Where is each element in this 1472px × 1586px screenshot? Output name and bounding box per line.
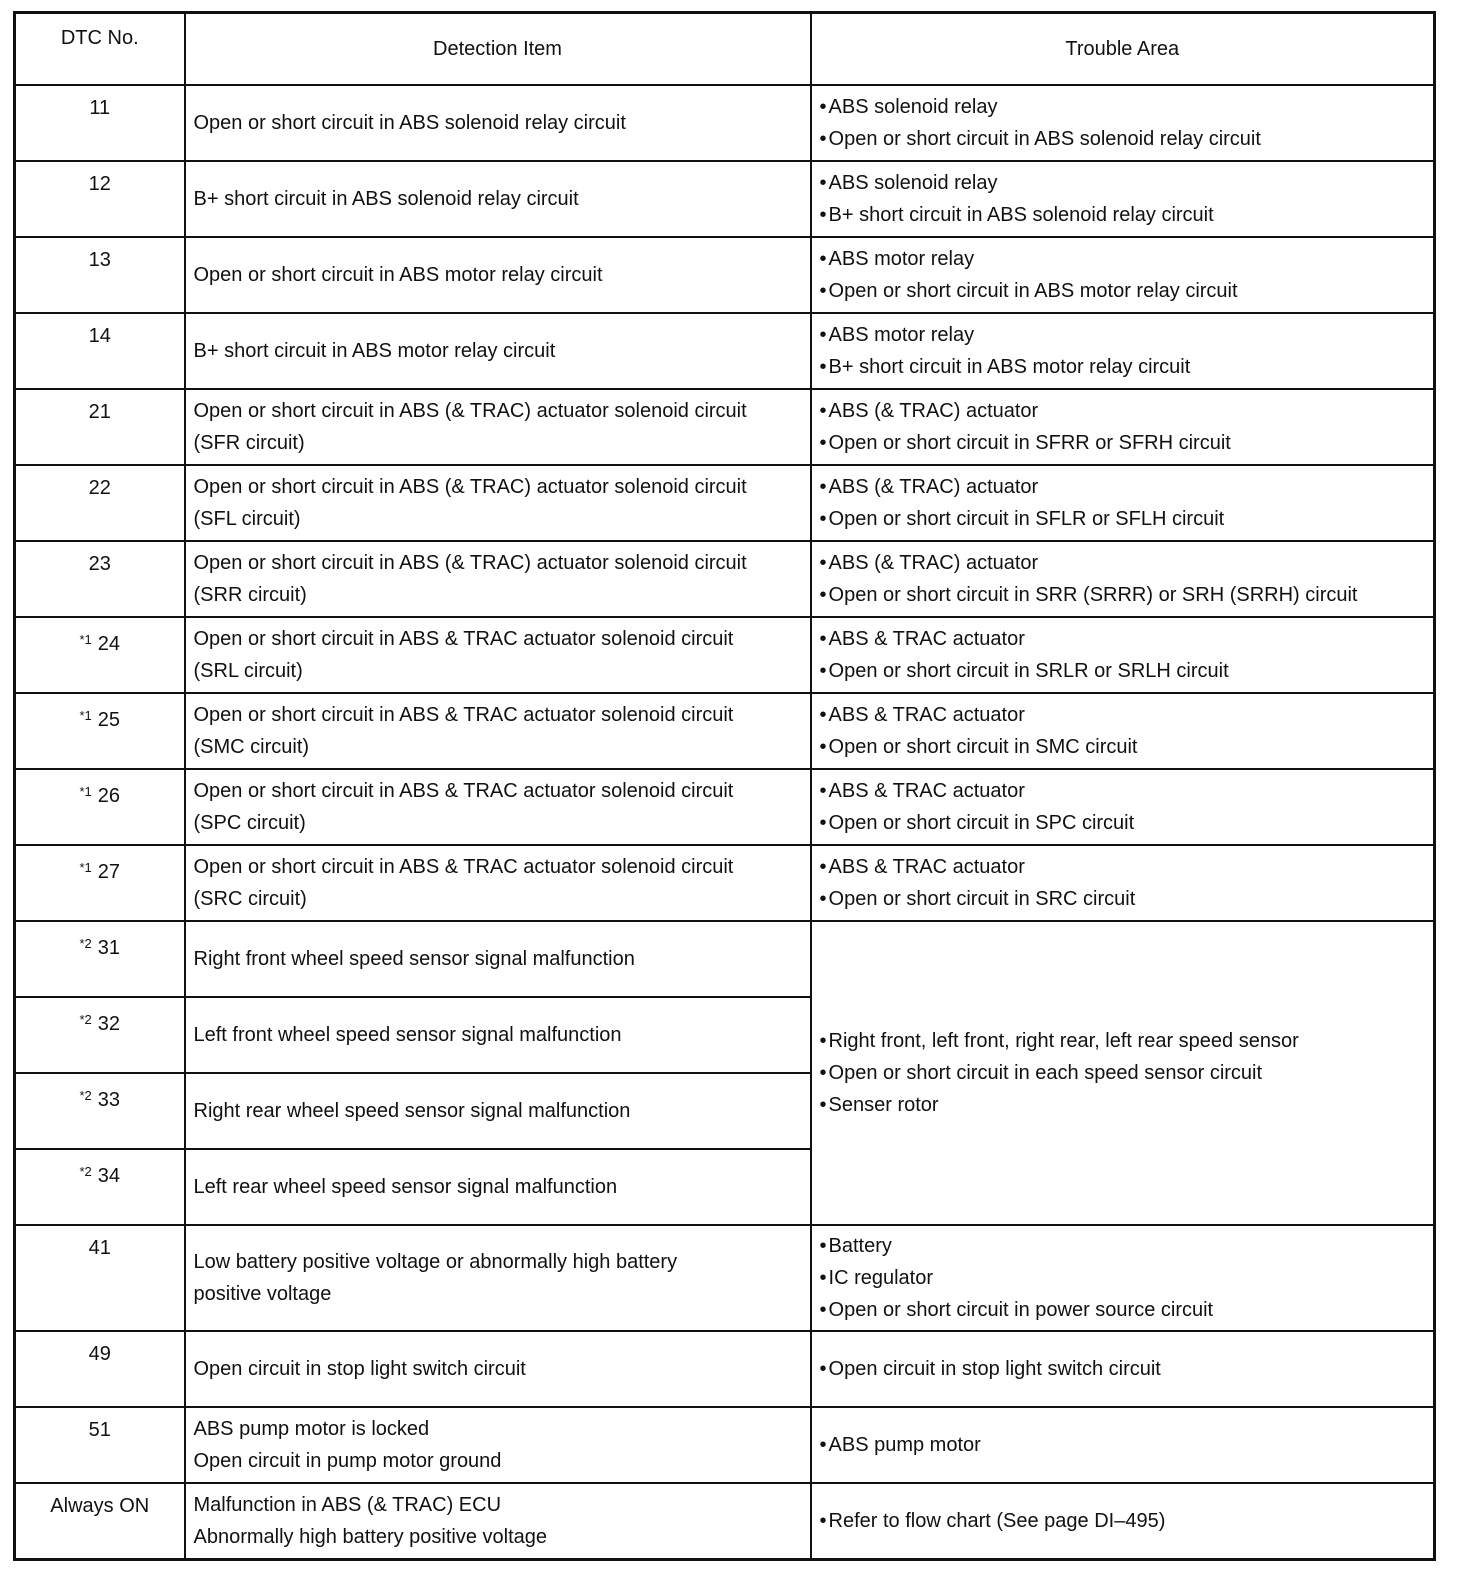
dtc-number-cell	[15, 1407, 185, 1483]
detection-item-cell	[185, 1225, 811, 1331]
table-header-row	[15, 13, 1435, 86]
detection-item-cell	[185, 161, 811, 237]
detection-item-text: (SPC circuit)	[193, 812, 306, 834]
table-row	[15, 161, 1435, 237]
detection-item-text: Open or short circuit in ABS (& TRAC) actuator solenoid circuit	[193, 476, 747, 498]
footnote-marker: *2	[79, 1012, 92, 1027]
trouble-area-item: • ABS (& TRAC) actuator	[820, 395, 1434, 427]
trouble-area-item: • Senser rotor	[820, 1089, 1434, 1121]
header-trouble-area: Trouble Area	[811, 13, 1435, 86]
detection-item-text: Open or short circuit in ABS motor relay circuit	[193, 264, 603, 286]
dtc-number-cell	[15, 465, 185, 541]
detection-item-text: ABS pump motor is locked	[193, 1418, 430, 1440]
dtc-number-cell	[15, 389, 185, 465]
trouble-area-item: • Open or short circuit in SFLR or SFLH circuit	[820, 503, 1434, 535]
dtc-number-cell	[15, 541, 185, 617]
detection-item-text: (SMC circuit)	[193, 736, 310, 758]
trouble-area-cell	[811, 1483, 1435, 1559]
dtc-number-cell	[15, 997, 185, 1073]
trouble-area-cell	[811, 1407, 1435, 1483]
dtc-table	[13, 11, 1436, 1561]
trouble-area-cell	[811, 845, 1435, 921]
detection-item-cell	[185, 921, 811, 997]
detection-item-text: Open or short circuit in ABS (& TRAC) actuator solenoid circuit	[193, 552, 747, 574]
table-row	[15, 921, 1435, 997]
dtc-code: Always ON	[50, 1495, 150, 1517]
detection-item-text: Open or short circuit in ABS (& TRAC) actuator solenoid circuit	[193, 400, 747, 422]
table-row	[15, 85, 1435, 161]
dtc-code: 26	[97, 785, 121, 807]
table-row	[15, 237, 1435, 313]
dtc-number-cell	[15, 313, 185, 389]
trouble-area-cell	[811, 693, 1435, 769]
table-row	[15, 465, 1435, 541]
dtc-code: 11	[89, 97, 111, 119]
dtc-number-cell	[15, 1331, 185, 1407]
dtc-number-cell	[15, 769, 185, 845]
detection-item-cell	[185, 389, 811, 465]
trouble-area-item: • Open or short circuit in power source circuit	[820, 1294, 1434, 1326]
table-row	[15, 693, 1435, 769]
detection-item-text: Left front wheel speed sensor signal malfunction	[193, 1024, 622, 1046]
footnote-marker: *2	[79, 1088, 92, 1103]
dtc-code: 41	[88, 1237, 111, 1259]
detection-item-cell	[185, 465, 811, 541]
trouble-area-item: • Open or short circuit in ABS solenoid relay circuit	[820, 123, 1434, 155]
dtc-code: 51	[88, 1419, 111, 1441]
dtc-code: 21	[88, 401, 111, 423]
trouble-area-item: • ABS & TRAC actuator	[820, 775, 1434, 807]
dtc-number-cell	[15, 1073, 185, 1149]
detection-item-text: Right rear wheel speed sensor signal malfunction	[193, 1100, 631, 1122]
dtc-number-cell	[15, 693, 185, 769]
trouble-area-item: • Open or short circuit in each speed sensor circuit	[820, 1057, 1434, 1089]
detection-item-text: Open or short circuit in ABS & TRAC actuator solenoid circuit	[193, 856, 734, 878]
trouble-area-item: • Open or short circuit in SPC circuit	[820, 807, 1434, 839]
table-row	[15, 1331, 1435, 1407]
detection-item-cell	[185, 1149, 811, 1225]
detection-item-text: Open circuit in stop light switch circuit	[193, 1358, 526, 1380]
dtc-number-cell	[15, 85, 185, 161]
dtc-number-cell	[15, 845, 185, 921]
table-row	[15, 1225, 1435, 1331]
trouble-area-cell	[811, 389, 1435, 465]
detection-item-text: (SRR circuit)	[193, 584, 307, 606]
trouble-area-item: • ABS motor relay	[820, 243, 1434, 275]
dtc-number-cell	[15, 1149, 185, 1225]
trouble-area-item: • ABS & TRAC actuator	[820, 851, 1434, 883]
footnote-marker: *1	[79, 632, 92, 647]
trouble-area-cell	[811, 161, 1435, 237]
trouble-area-item: • Open or short circuit in SRLR or SRLH circuit	[820, 655, 1434, 687]
table-row	[15, 389, 1435, 465]
trouble-area-item: • ABS & TRAC actuator	[820, 699, 1434, 731]
trouble-area-cell	[811, 541, 1435, 617]
trouble-area-cell	[811, 617, 1435, 693]
dtc-number-cell	[15, 237, 185, 313]
detection-item-cell	[185, 85, 811, 161]
detection-item-text: (SRL circuit)	[193, 660, 303, 682]
detection-item-text: B+ short circuit in ABS solenoid relay circuit	[193, 188, 579, 210]
table-row	[15, 845, 1435, 921]
detection-item-cell	[185, 845, 811, 921]
detection-item-text: (SFR circuit)	[193, 432, 305, 454]
footnote-marker: *1	[79, 860, 92, 875]
dtc-code: 24	[97, 633, 121, 655]
table-row	[15, 313, 1435, 389]
detection-item-text: Abnormally high battery positive voltage	[193, 1525, 548, 1548]
trouble-area-cell	[811, 237, 1435, 313]
trouble-area-item: • Open circuit in stop light switch circuit	[820, 1353, 1434, 1385]
trouble-area-cell	[811, 313, 1435, 389]
footnote-marker: *2	[79, 936, 92, 951]
trouble-area-item: • Open or short circuit in ABS motor relay circuit	[820, 275, 1434, 307]
trouble-area-item: • B+ short circuit in ABS solenoid relay circuit	[820, 199, 1434, 231]
dtc-number-cell	[15, 161, 185, 237]
footnote-marker: *1	[79, 708, 92, 723]
trouble-area-item: • ABS motor relay	[820, 319, 1434, 351]
dtc-code: 25	[97, 709, 121, 731]
trouble-area-item: • Open or short circuit in SRR (SRRR) or SRH (SRRH) circuit	[820, 579, 1434, 611]
detection-item-cell	[185, 541, 811, 617]
detection-item-cell	[185, 1073, 811, 1149]
dtc-code: 34	[97, 1165, 121, 1187]
trouble-area-item: • ABS & TRAC actuator	[820, 623, 1434, 655]
detection-item-text: positive voltage	[193, 1283, 332, 1305]
dtc-code: 13	[88, 249, 111, 271]
detection-item-cell	[185, 693, 811, 769]
detection-item-text: Malfunction in ABS (& TRAC) ECU	[193, 1493, 502, 1516]
dtc-code: 49	[88, 1343, 111, 1365]
detection-item-text: Open or short circuit in ABS & TRAC actuator solenoid circuit	[193, 780, 734, 802]
table-row	[15, 1407, 1435, 1483]
detection-item-cell	[185, 997, 811, 1073]
detection-item-text: Open or short circuit in ABS & TRAC actuator solenoid circuit	[193, 704, 734, 726]
header-dtc-no: DTC No.	[15, 13, 185, 86]
trouble-area-item: • IC regulator	[820, 1262, 1434, 1294]
trouble-area-cell	[811, 85, 1435, 161]
table-body	[15, 85, 1435, 1559]
detection-item-cell	[185, 769, 811, 845]
trouble-area-item: • Refer to flow chart (See page DI–495)	[820, 1505, 1434, 1537]
detection-item-cell	[185, 1483, 811, 1559]
trouble-area-item: • ABS pump motor	[820, 1429, 1434, 1461]
dtc-code: 23	[88, 553, 111, 575]
detection-item-text: (SRC circuit)	[193, 888, 307, 910]
table-row	[15, 769, 1435, 845]
detection-item-cell	[185, 1331, 811, 1407]
detection-item-text: Open or short circuit in ABS & TRAC actuator solenoid circuit	[193, 628, 734, 650]
trouble-area-item: • Right front, left front, right rear, left rear speed sensor	[820, 1025, 1434, 1057]
detection-item-text: Open or short circuit in ABS solenoid relay circuit	[193, 112, 626, 134]
trouble-area-cell	[811, 769, 1435, 845]
dtc-number-cell	[15, 1483, 185, 1559]
trouble-area-item: • ABS solenoid relay	[820, 167, 1434, 199]
detection-item-text: Open circuit in pump motor ground	[193, 1450, 502, 1472]
footnote-marker: *1	[79, 784, 92, 799]
dtc-number-cell	[15, 1225, 185, 1331]
trouble-area-item: • ABS (& TRAC) actuator	[820, 471, 1434, 503]
dtc-number-cell	[15, 921, 185, 997]
dtc-code: 33	[97, 1089, 121, 1111]
trouble-area-item: • Battery	[820, 1230, 1434, 1262]
trouble-area-cell	[811, 921, 1435, 1225]
trouble-area-item: • Open or short circuit in SMC circuit	[820, 731, 1434, 763]
footnote-marker: *2	[79, 1164, 92, 1179]
dtc-code: 22	[88, 477, 111, 499]
dtc-code: 31	[97, 937, 121, 959]
detection-item-cell	[185, 313, 811, 389]
detection-item-cell	[185, 617, 811, 693]
dtc-code: 12	[88, 173, 111, 195]
trouble-area-item: • ABS solenoid relay	[820, 91, 1434, 123]
detection-item-text: Left rear wheel speed sensor signal malfunction	[193, 1176, 618, 1198]
dtc-number-cell	[15, 617, 185, 693]
table-row	[15, 541, 1435, 617]
detection-item-text: Low battery positive voltage or abnormally high battery	[193, 1251, 678, 1273]
trouble-area-cell	[811, 465, 1435, 541]
detection-item-text: (SFL circuit)	[193, 508, 301, 530]
header-detection-item: Detection Item	[185, 13, 811, 86]
trouble-area-cell	[811, 1331, 1435, 1407]
table-row	[15, 617, 1435, 693]
detection-item-text: B+ short circuit in ABS motor relay circuit	[193, 340, 556, 362]
dtc-code: 14	[88, 325, 111, 347]
trouble-area-item: • B+ short circuit in ABS motor relay circuit	[820, 351, 1434, 383]
dtc-code: 27	[97, 861, 121, 883]
trouble-area-item: • ABS (& TRAC) actuator	[820, 547, 1434, 579]
trouble-area-item: • Open or short circuit in SFRR or SFRH circuit	[820, 427, 1434, 459]
trouble-area-item: • Open or short circuit in SRC circuit	[820, 883, 1434, 915]
detection-item-cell	[185, 237, 811, 313]
trouble-area-cell	[811, 1225, 1435, 1331]
detection-item-cell	[185, 1407, 811, 1483]
table-row	[15, 1483, 1435, 1559]
detection-item-text: Right front wheel speed sensor signal malfunction	[193, 948, 635, 970]
dtc-code: 32	[97, 1013, 121, 1035]
